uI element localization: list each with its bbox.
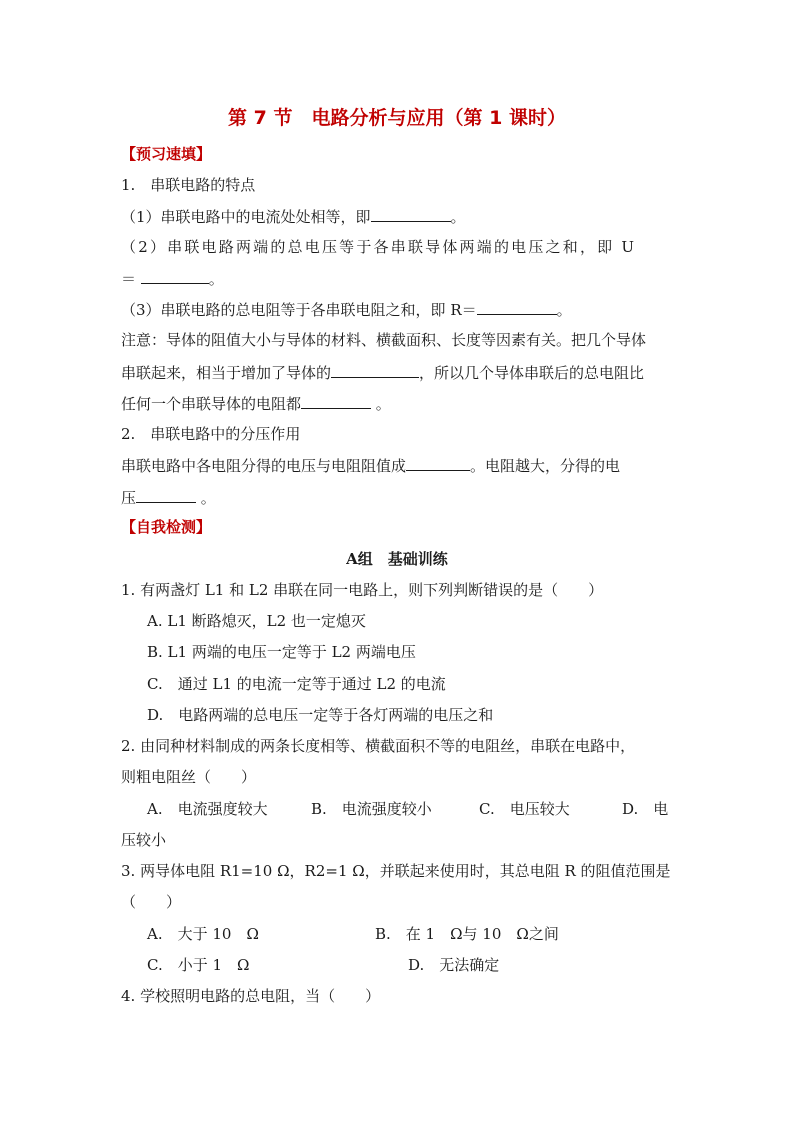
voltage-division-line-2 xyxy=(121,487,216,508)
question-1-option-b[interactable]: B. L1 两端的电压一定等于 L2 两端电压 xyxy=(147,643,416,661)
note-line-3 xyxy=(121,393,391,414)
page-title: 第 7 节 电路分析与应用（第 1 课时） xyxy=(228,107,566,129)
question-1-stem: 1. 有两盏灯 L1 和 L2 串联在同一电路上，则下列判断错误的是（ ） xyxy=(121,581,604,599)
question-3-option-c[interactable]: C. 小于 1 Ω xyxy=(147,956,250,974)
note-line-1: 注意：导体的阻值大小与导体的材料、横截面积、长度等因素有关。把几个导体 xyxy=(121,331,647,349)
question-2-option-d-continued: 压较小 xyxy=(121,831,167,849)
question-3-option-d[interactable]: D. 无法确定 xyxy=(408,956,500,974)
question-2-option-c[interactable]: C. 电压较大 xyxy=(479,800,570,818)
question-4-stem: 4. 学校照明电路的总电阻，当（ ） xyxy=(121,987,381,1005)
fill-item-voltage-end: 。 xyxy=(208,270,224,288)
fill-item-voltage-line1: （2）串联电路两端的总电压等于各串联导体两端的电压之和，即 U xyxy=(121,238,637,256)
question-2-option-a[interactable]: A. 电流强度较大 xyxy=(147,800,268,818)
group-a-title: A组 基础训练 xyxy=(346,550,448,568)
fill-item-current-end: 。 xyxy=(450,208,466,226)
fill-item-current-text: （1）串联电路中的电流处处相等，即 xyxy=(121,208,371,226)
question-3-option-a[interactable]: A. 大于 10 Ω xyxy=(147,925,259,943)
series-circuit-heading: 1. 串联电路的特点 xyxy=(121,176,256,194)
answer-blank-length[interactable] xyxy=(331,362,419,378)
fill-item-resistance-end: 。 xyxy=(556,301,572,319)
fill-item-resistance xyxy=(121,299,572,320)
question-3-option-b[interactable]: B. 在 1 Ω与 10 Ω之间 xyxy=(375,925,559,943)
question-1-option-a[interactable]: A. L1 断路熄灭，L2 也一定熄灭 xyxy=(147,612,366,630)
voltage-division-line-1 xyxy=(121,455,620,476)
question-2-stem-line-1: 2. 由同种材料制成的两条长度相等、横截面积不等的电阻丝，串联在电路中， xyxy=(121,737,636,755)
answer-blank-resistance[interactable] xyxy=(477,299,557,315)
answer-blank-more[interactable] xyxy=(136,487,196,503)
question-1-option-c[interactable]: C. 通过 L1 的电流一定等于通过 L2 的电流 xyxy=(147,675,446,693)
voltage-division-heading: 2. 串联电路中的分压作用 xyxy=(121,425,301,443)
question-3-stem-line-1: 3. 两导体电阻 R1=10 Ω，R2=1 Ω，并联起来使用时，其总电阻 R 的阻值范围是 xyxy=(121,862,671,880)
question-3-stem-line-2: （ ） xyxy=(121,893,182,911)
voltage-division-text-2: 。电阻越大，分得的电 xyxy=(470,457,621,475)
fill-item-resistance-text: （3）串联电路的总电阻等于各串联电阻之和，即 R＝ xyxy=(121,301,477,319)
voltage-division-text: 串联电路中各电阻分得的电压与电阻阻值成 xyxy=(121,457,407,475)
question-2-option-d[interactable]: D. 电 xyxy=(622,800,669,818)
note-line-2-end: ，所以几个导体串联后的总电阻比 xyxy=(419,364,645,382)
voltage-division-end: 。 xyxy=(196,489,216,507)
note-line-3-end: 。 xyxy=(371,395,391,413)
voltage-division-text-3: 压 xyxy=(121,489,137,507)
fill-item-voltage-eq: ＝ xyxy=(121,270,141,288)
fill-item-voltage-line2 xyxy=(121,268,224,289)
answer-blank-current[interactable] xyxy=(371,206,451,222)
preview-section-header: 【预习速填】 xyxy=(121,145,212,163)
answer-blank-larger[interactable] xyxy=(301,393,371,409)
note-line-2-text: 串联起来，相当于增加了导体的 xyxy=(121,364,332,382)
answer-blank-voltage[interactable] xyxy=(141,268,209,284)
fill-item-current xyxy=(121,206,466,227)
note-line-2 xyxy=(121,362,644,383)
note-line-3-text: 任何一个串联导体的电阻都 xyxy=(121,395,302,413)
question-2-stem-line-2: 则粗电阻丝（ ） xyxy=(121,768,257,786)
self-check-section-header: 【自我检测】 xyxy=(121,518,212,536)
question-2-option-b[interactable]: B. 电流强度较小 xyxy=(311,800,432,818)
answer-blank-proportion[interactable] xyxy=(406,455,470,471)
question-1-option-d[interactable]: D. 电路两端的总电压一定等于各灯两端的电压之和 xyxy=(147,706,494,724)
